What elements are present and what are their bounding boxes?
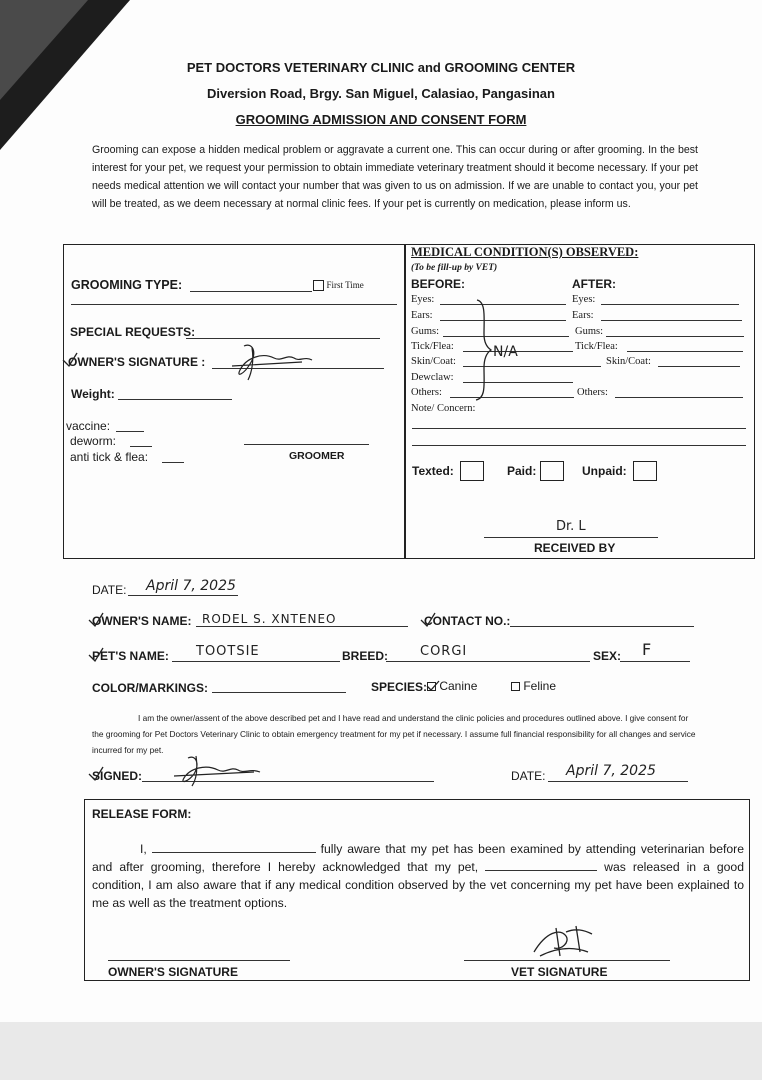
paid-label: Paid: <box>507 464 537 478</box>
before-dewclaw-label: Dewclaw: <box>411 372 454 383</box>
sex-label: SEX: <box>593 649 622 663</box>
first-time-checkbox[interactable] <box>313 280 324 291</box>
after-heading: AFTER: <box>572 277 616 291</box>
signed-signature-scribble <box>168 752 268 788</box>
owner-name-field[interactable] <box>196 626 408 627</box>
unpaid-checkbox[interactable] <box>633 461 657 481</box>
handwritten-na: N/A <box>493 344 518 360</box>
before-ears-label: Ears: <box>411 310 433 321</box>
before-gums-label: Gums: <box>411 326 440 337</box>
vet-subtitle: (To be fill-up by VET) <box>411 263 498 273</box>
owners-signature-label: OWNER'S SIGNATURE : <box>68 355 206 369</box>
signed-date-field[interactable] <box>548 781 688 782</box>
sex-field[interactable] <box>620 661 690 662</box>
before-tick-label: Tick/Flea: <box>411 341 454 352</box>
note-line-2[interactable] <box>412 445 746 446</box>
clinic-name: PET DOCTORS VETERINARY CLINIC and GROOMING CENTER <box>186 60 576 75</box>
check-mark-icon <box>88 612 104 628</box>
contact-label: CONTACT NO.: <box>424 614 511 628</box>
anti-tick-label: anti tick & flea: <box>70 450 149 464</box>
owner-name-label: OWNER'S NAME: <box>92 614 192 628</box>
before-eyes-label: Eyes: <box>411 294 435 305</box>
first-time-label: First Time <box>326 280 364 290</box>
form-title: GROOMING ADMISSION AND CONSENT FORM <box>235 112 527 127</box>
after-ears-label: Ears: <box>572 310 594 321</box>
vet-signature-label: VET SIGNATURE <box>511 965 608 979</box>
first-time-option[interactable] <box>313 280 364 291</box>
owner-name-value: RODEL S. XNTENEO <box>202 612 337 626</box>
breed-label: BREED: <box>342 649 389 663</box>
feline-label: Feline <box>523 679 557 693</box>
after-ears-field[interactable] <box>601 320 742 321</box>
after-tick-label: Tick/Flea: <box>575 341 618 352</box>
canine-label: Canine <box>439 679 478 693</box>
consent-text: I am the owner/assent of the above described pet and I have read and understand the clinic policies and procedures outlined above. I give consent for the grooming for Pet Doctors Veterinary Clinic to obtain emergency treatment for my pet if necessary. I assume full financial responsibility for all changes and service incurred for my pet. <box>92 713 696 755</box>
release-text-2: fully aware that my pet has been examined by attending veterinarian before and after grooming, therefore I hereby acknowledged that my pet, <box>92 842 744 874</box>
after-skin-label: Skin/Coat: <box>606 356 651 367</box>
release-text-3: was released in a good condition, I am also aware that if any medical condition observed by the vet concerning my pet have been explained to me as well as the treatment options. <box>92 860 744 910</box>
before-skin-label: Skin/Coat: <box>411 356 456 367</box>
signed-date-value: April 7, 2025 <box>566 763 656 779</box>
after-eyes-label: Eyes: <box>572 294 596 305</box>
contact-field[interactable] <box>510 626 694 627</box>
grooming-type-field[interactable] <box>190 291 312 292</box>
signed-date-label: DATE: <box>511 769 546 783</box>
consent-paragraph <box>92 710 702 758</box>
after-others-label: Others: <box>577 387 608 398</box>
before-others-field[interactable] <box>450 397 574 398</box>
before-others-label: Others: <box>411 387 442 398</box>
after-gums-label: Gums: <box>575 326 604 337</box>
release-paragraph <box>92 840 744 912</box>
release-owner-signature-label: OWNER'S SIGNATURE <box>108 965 238 979</box>
groomer-label: GROOMER <box>289 450 345 462</box>
texted-checkbox[interactable] <box>460 461 484 481</box>
before-eyes-field[interactable] <box>440 304 566 305</box>
vaccine-label: vaccine: <box>66 419 111 433</box>
canine-check-mark-icon <box>426 680 440 692</box>
owner-signature-scribble <box>222 340 322 382</box>
sex-value: F <box>642 640 652 659</box>
release-title: RELEASE FORM: <box>92 807 192 821</box>
check-mark-icon <box>62 352 78 368</box>
before-ears-field[interactable] <box>440 320 566 321</box>
before-gums-field[interactable] <box>443 336 569 337</box>
check-mark-icon <box>420 612 436 628</box>
box-divider <box>404 244 406 558</box>
intro-paragraph: Grooming can expose a hidden medical problem or aggravate a current one. This can occur during or after grooming. In the best interest for your pet, we request your permission to obtain immediate veterinary treatment should it become necessary. If your pet needs medical attention we will contact your number that was given to us on admission. If we are unable to contact you, your pet will be treated, as we deem necessary at normal clinic fees. If your pet is currently on medication, please inform us. <box>92 144 698 210</box>
signed-label: SIGNED: <box>92 769 143 783</box>
date-value: April 7, 2025 <box>146 578 236 594</box>
after-eyes-field[interactable] <box>601 304 739 305</box>
scan-shadow-inner <box>0 0 88 100</box>
vaccine-field[interactable] <box>116 431 144 432</box>
deworm-label: deworm: <box>70 434 117 448</box>
vet-signature-line[interactable] <box>464 960 670 961</box>
received-by-handwriting: Dr. L <box>556 519 586 534</box>
color-markings-label: COLOR/MARKINGS: <box>92 681 208 695</box>
check-mark-icon <box>88 647 104 663</box>
weight-field[interactable] <box>118 399 232 400</box>
note-line-1[interactable] <box>412 428 746 429</box>
after-gums-field[interactable] <box>606 336 744 337</box>
weight-label: Weight: <box>71 387 115 401</box>
species-feline-option[interactable] <box>511 679 556 693</box>
release-owner-signature-line[interactable] <box>108 960 290 961</box>
release-text-1: I, <box>140 842 147 856</box>
anti-tick-field[interactable] <box>162 462 184 463</box>
grooming-type-extra-line <box>71 304 397 305</box>
medical-condition-title: MEDICAL CONDITION(S) OBSERVED: <box>411 245 639 259</box>
handwritten-brace <box>474 298 494 402</box>
pet-name-label: PET'S NAME: <box>92 649 169 663</box>
after-tick-field[interactable] <box>627 351 743 352</box>
breed-value: CORGI <box>420 644 468 659</box>
after-skin-field[interactable] <box>658 366 740 367</box>
groomer-signature-line[interactable] <box>244 444 369 445</box>
pet-name-field[interactable] <box>172 661 340 662</box>
release-pet-name-field[interactable] <box>485 860 597 871</box>
special-requests-label: SPECIAL REQUESTS: <box>70 325 196 339</box>
texted-label: Texted: <box>412 464 454 478</box>
color-markings-field[interactable] <box>212 692 346 693</box>
check-mark-icon <box>88 766 104 782</box>
paid-checkbox[interactable] <box>540 461 564 481</box>
deworm-field[interactable] <box>130 446 152 447</box>
breed-field[interactable] <box>386 661 590 662</box>
feline-checkbox[interactable] <box>511 682 520 691</box>
unpaid-label: Unpaid: <box>582 464 627 478</box>
species-label: SPECIES: <box>371 680 428 694</box>
special-requests-field[interactable] <box>186 338 380 339</box>
release-owner-name-field[interactable] <box>152 842 316 853</box>
before-heading: BEFORE: <box>411 277 465 291</box>
after-others-field[interactable] <box>615 397 743 398</box>
received-by-line[interactable] <box>484 537 658 538</box>
clinic-address: Diversion Road, Brgy. San Miguel, Calasiao, Pangasinan <box>207 86 555 101</box>
date-label: DATE: <box>92 583 127 597</box>
received-by-label: RECEIVED BY <box>534 541 616 555</box>
note-concern-label: Note/ Concern: <box>411 403 476 414</box>
date-field[interactable] <box>128 595 238 596</box>
pet-name-value: TOOTSIE <box>196 644 260 659</box>
grooming-type-label: GROOMING TYPE: <box>71 278 183 292</box>
